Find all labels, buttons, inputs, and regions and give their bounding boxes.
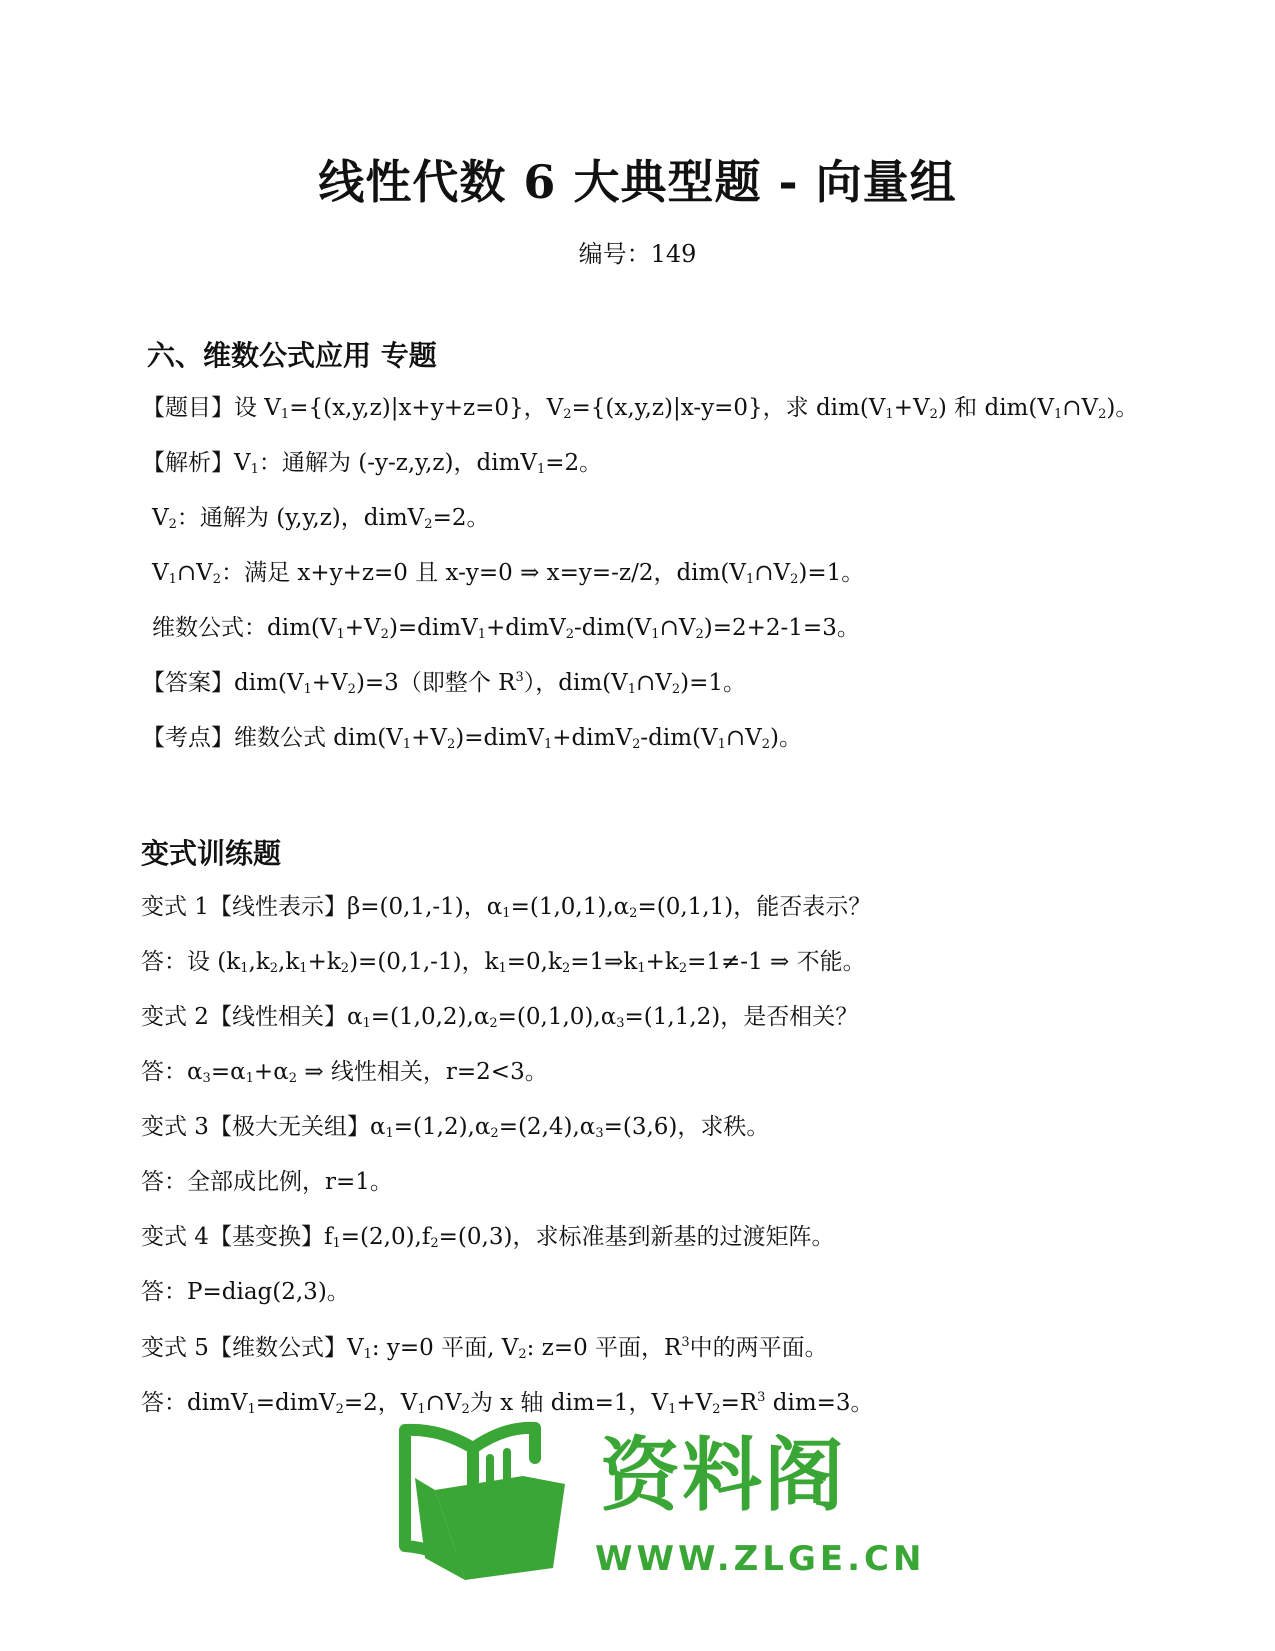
variant-2-answer: 答：$\alpha_3=\alpha_1+\alpha_2$ ⇒ 线性相关，r=2<3。	[141, 1059, 548, 1086]
variant-1-answer: 答：设 $(k_1,k_2,k_1+k_2)=(0,1,-1)$，$k_1=0,k_2=1\Rightarrow k_1+k_2=1\ne-1$ ⇒ 不能。	[141, 949, 866, 976]
watermark-logo	[395, 1418, 926, 1598]
section-heading-dimension-formula: 六、维数公式应用 专题	[147, 339, 437, 372]
variant-5-question: 变式 5【维数公式】$V_1$: y=0 平面, $V_2$: z=0 平面，$R^3$中的两平面。	[141, 1335, 828, 1362]
variant-1-question: 变式 1【线性表示】β=(0,1,-1)，$\alpha_1=(1,0,1),\alpha_2=(0,1,1)$，能否表示？	[141, 894, 872, 921]
page-title: 线性代数 6 大典型题 - 向量组	[318, 155, 957, 209]
section-heading-variants: 变式训练题	[141, 837, 282, 870]
analysis-line-4: 维数公式：$dim(V_1+V_2)=dimV_1+dimV_2-dim(V_1\cap V_2)=2+2-1=3$。	[152, 615, 860, 642]
variant-4-question: 变式 4【基变换】$f_1=(2,0),f_2=(0,3)$，求标准基到新基的过渡矩阵。	[141, 1224, 835, 1251]
key-point-line: 【考点】维数公式 $dim(V_1+V_2)=dimV_1+dimV_2-dim(V_1\cap V_2)$。	[142, 725, 803, 752]
book-icon	[395, 1418, 570, 1588]
problem-line: 【题目】设 $V_1=\{(x,y,z)|x+y+z=0\}$，$V_2=\{(x,y,z)|x-y=0\}$，求 $dim(V_1+V_2)$ 和 $dim(V_1\cap V_2)$。	[142, 395, 1139, 422]
variant-3-answer: 答：全部成比例，r=1。	[141, 1169, 393, 1195]
analysis-line-1: 【解析】$V_1$：通解为 (-y-z,y,z)，dimV$_1$=2。	[142, 450, 603, 477]
variant-3-question: 变式 3【极大无关组】$\alpha_1=(1,2),\alpha_2=(2,4),\alpha_3=(3,6)$，求秩。	[141, 1114, 770, 1141]
variant-5-answer: 答：dimV$_1$=dimV$_2$=2，$V_1\cap V_2$为 x 轴 dim=1，$V_1+V_2=R^3$ dim=3。	[141, 1390, 874, 1417]
analysis-line-2: $V_2$：通解为 (y,y,z)，dimV$_2$=2。	[152, 505, 490, 532]
logo-chinese-text: 资料阁	[600, 1429, 846, 1522]
answer-line: 【答案】$dim(V_1+V_2)=3$（即整个 $R^3$），$dim(V_1\cap V_2)=1$。	[142, 670, 747, 697]
variant-2-question: 变式 2【线性相关】$\alpha_1=(1,0,2),\alpha_2=(0,1,0),\alpha_3=(1,1,2)$，是否相关？	[141, 1004, 859, 1031]
logo-website-text: WWW.ZLGE.CN	[595, 1539, 926, 1579]
analysis-line-3: $V_1\cap V_2$：满足 x+y+z=0 且 x-y=0 ⇒ x=y=-z/2，$dim(V_1\cap V_2)=1$。	[152, 560, 865, 587]
serial-number: 编号：149	[578, 240, 697, 268]
variant-4-answer: 答：P=diag(2,3)。	[141, 1279, 350, 1305]
